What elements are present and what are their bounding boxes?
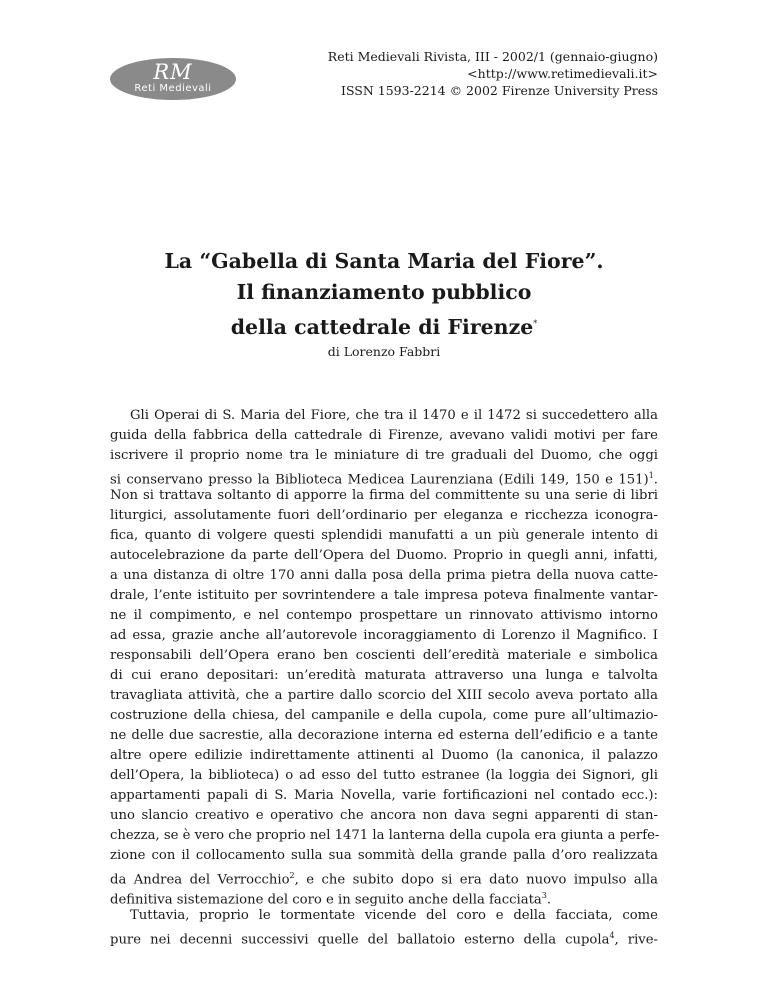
title-line: [110, 308, 658, 343]
body-line: [110, 766, 658, 786]
body-line-tail: , e che subito dopo si era dato nuovo impulso alla: [294, 872, 658, 888]
title-line: La “Gabella di Santa Maria del Fiore”.: [164, 249, 604, 273]
body-line: [110, 786, 658, 806]
body-line: [110, 866, 658, 886]
body-line: [110, 586, 658, 606]
journal-header: [328, 48, 658, 99]
body-line: [110, 686, 658, 706]
title-line-text: della cattedrale di Firenze: [230, 314, 534, 339]
body-line: [110, 526, 658, 546]
article-body: [110, 406, 658, 946]
body-line-text: iscrivere il proprio nome tra le miniature di tre graduali del Duomo, che oggi: [110, 448, 658, 463]
body-line-text: Gli Operai di S. Maria del Fiore, che tra il 1470 e il 1472 si succedettero alla: [130, 408, 658, 423]
body-line: [110, 906, 658, 926]
body-line-text: guida della fabbrica della cattedrale di Firenze, avevano validi motivi per fare: [110, 428, 658, 443]
body-line-text: Non si trattava soltanto di apporre la firma del committente su una serie di libri: [110, 488, 658, 503]
body-line: [110, 506, 658, 526]
body-line-text: costruzione della chiesa, del campanile e della cupola, come pure all’ultimazio-: [110, 708, 658, 723]
body-line-text: a una distanza di oltre 170 anni dalla posa della prima pietra della nuova catte-: [110, 568, 658, 583]
body-line-tail: , rive-: [614, 932, 658, 948]
body-line: [110, 626, 658, 646]
body-line: [110, 646, 658, 666]
body-line: [110, 886, 658, 906]
body-line-text: uno slancio creativo e operativo che ancora non dava segni apparenti di stan-: [110, 808, 658, 823]
footnote-reference[interactable]: 4: [609, 931, 615, 940]
logo-monogram: RM: [153, 60, 193, 84]
body-line-text: zione con il collocamento sulla sua sommità della grande palla d’oro realizzata: [110, 848, 658, 863]
body-line: [110, 706, 658, 726]
body-line-tail: .: [653, 472, 658, 488]
body-line: [110, 446, 658, 466]
journal-logo: [110, 58, 236, 100]
body-line: [110, 566, 658, 586]
body-line: [110, 546, 658, 566]
article-title: [110, 246, 658, 343]
body-line-text: ne il compimento, e nel contempo prospettare un rinnovato attivismo intorno: [110, 608, 658, 623]
body-line-text: responsabili dell’Opera erano ben coscienti dell’eredità materiale e simbolica: [110, 648, 658, 663]
body-line-tail: .: [546, 892, 552, 908]
body-line-text: Tuttavia, proprio le tormentate vicende del coro e della facciata, come: [130, 908, 658, 923]
logo-name: Reti Medievali: [134, 83, 212, 94]
body-line-text: definitiva sistemazione del coro e in seguito anche della facciata: [110, 892, 542, 908]
body-line-text: travagliata attività, che a partire dallo scorcio del XIII secolo aveva portato alla: [110, 688, 658, 703]
body-line-text: pure nei decenni successivi quelle del ballatoio esterno della cupola: [110, 932, 610, 948]
journal-issn: ISSN 1593-2214 © 2002 Firenze University Press: [341, 83, 658, 98]
body-line-text: altre opere edilizie indirettamente attinenti al Duomo (la canonica, il palazzo: [110, 748, 658, 763]
body-line: [110, 606, 658, 626]
body-line: [110, 846, 658, 866]
body-line: [110, 426, 658, 446]
footnote-reference[interactable]: 3: [541, 891, 547, 900]
body-line: [110, 826, 658, 846]
body-line-text: appartamenti papali di S. Maria Novella, varie fortificazioni nel contado ecc.):: [110, 788, 658, 803]
footnote-reference[interactable]: 2: [289, 871, 295, 880]
body-line: [110, 486, 658, 506]
footnote-reference[interactable]: 1: [648, 471, 654, 480]
body-line-text: drale, l’ente istituito per sovrintendere a tale impresa poteva finalmente vantar-: [110, 588, 658, 603]
body-line-text: chezza, se è vero che proprio nel 1471 la lanterna della cupola era giunta a perfe-: [110, 828, 660, 843]
body-line: [110, 806, 658, 826]
body-line-text: ad essa, grazie anche all’autorevole incoraggiamento di Lorenzo il Magnifico. I: [110, 628, 658, 643]
body-line-text: ne delle due sacrestie, alla decorazione interna ed esterna dell’edificio e a tante: [110, 728, 658, 743]
article-author: di Lorenzo Fabbri: [327, 344, 441, 359]
title-line: Il finanziamento pubblico: [236, 280, 532, 304]
body-line: [110, 466, 658, 486]
body-line-text: fica, quanto di volgere questi splendidi manufatti a un più generale intento di: [110, 528, 658, 543]
journal-url[interactable]: <http://www.retimedievali.it>: [467, 66, 658, 81]
body-line: [110, 746, 658, 766]
body-line: [110, 726, 658, 746]
body-line-text: si conservano presso la Biblioteca Medicea Laurenziana (Edili 149, 150 e 151): [110, 472, 649, 488]
body-line-text: da Andrea del Verrocchio: [110, 872, 290, 888]
body-line-text: dell’Opera, la biblioteca) o ad esso del tutto estranee (la loggia dei Signori, gli: [110, 768, 658, 783]
body-line: [110, 666, 658, 686]
body-line-text: liturgici, assolutamente fuori dell’ordinario per eleganza e ricchezza iconogra-: [110, 508, 658, 523]
journal-issue: Reti Medievali Rivista, III - 2002/1 (gennaio-giugno): [327, 49, 658, 64]
body-line-text: di cui erano depositari: un’eredità maturata attraverso una lunga e talvolta: [110, 668, 658, 683]
body-line: [110, 926, 658, 946]
body-line-text: autocelebrazione da parte dell’Opera del Duomo. Proprio in quegli anni, infatti,: [110, 548, 658, 563]
body-line: [110, 406, 658, 426]
title-footnote-mark[interactable]: *: [533, 319, 538, 328]
